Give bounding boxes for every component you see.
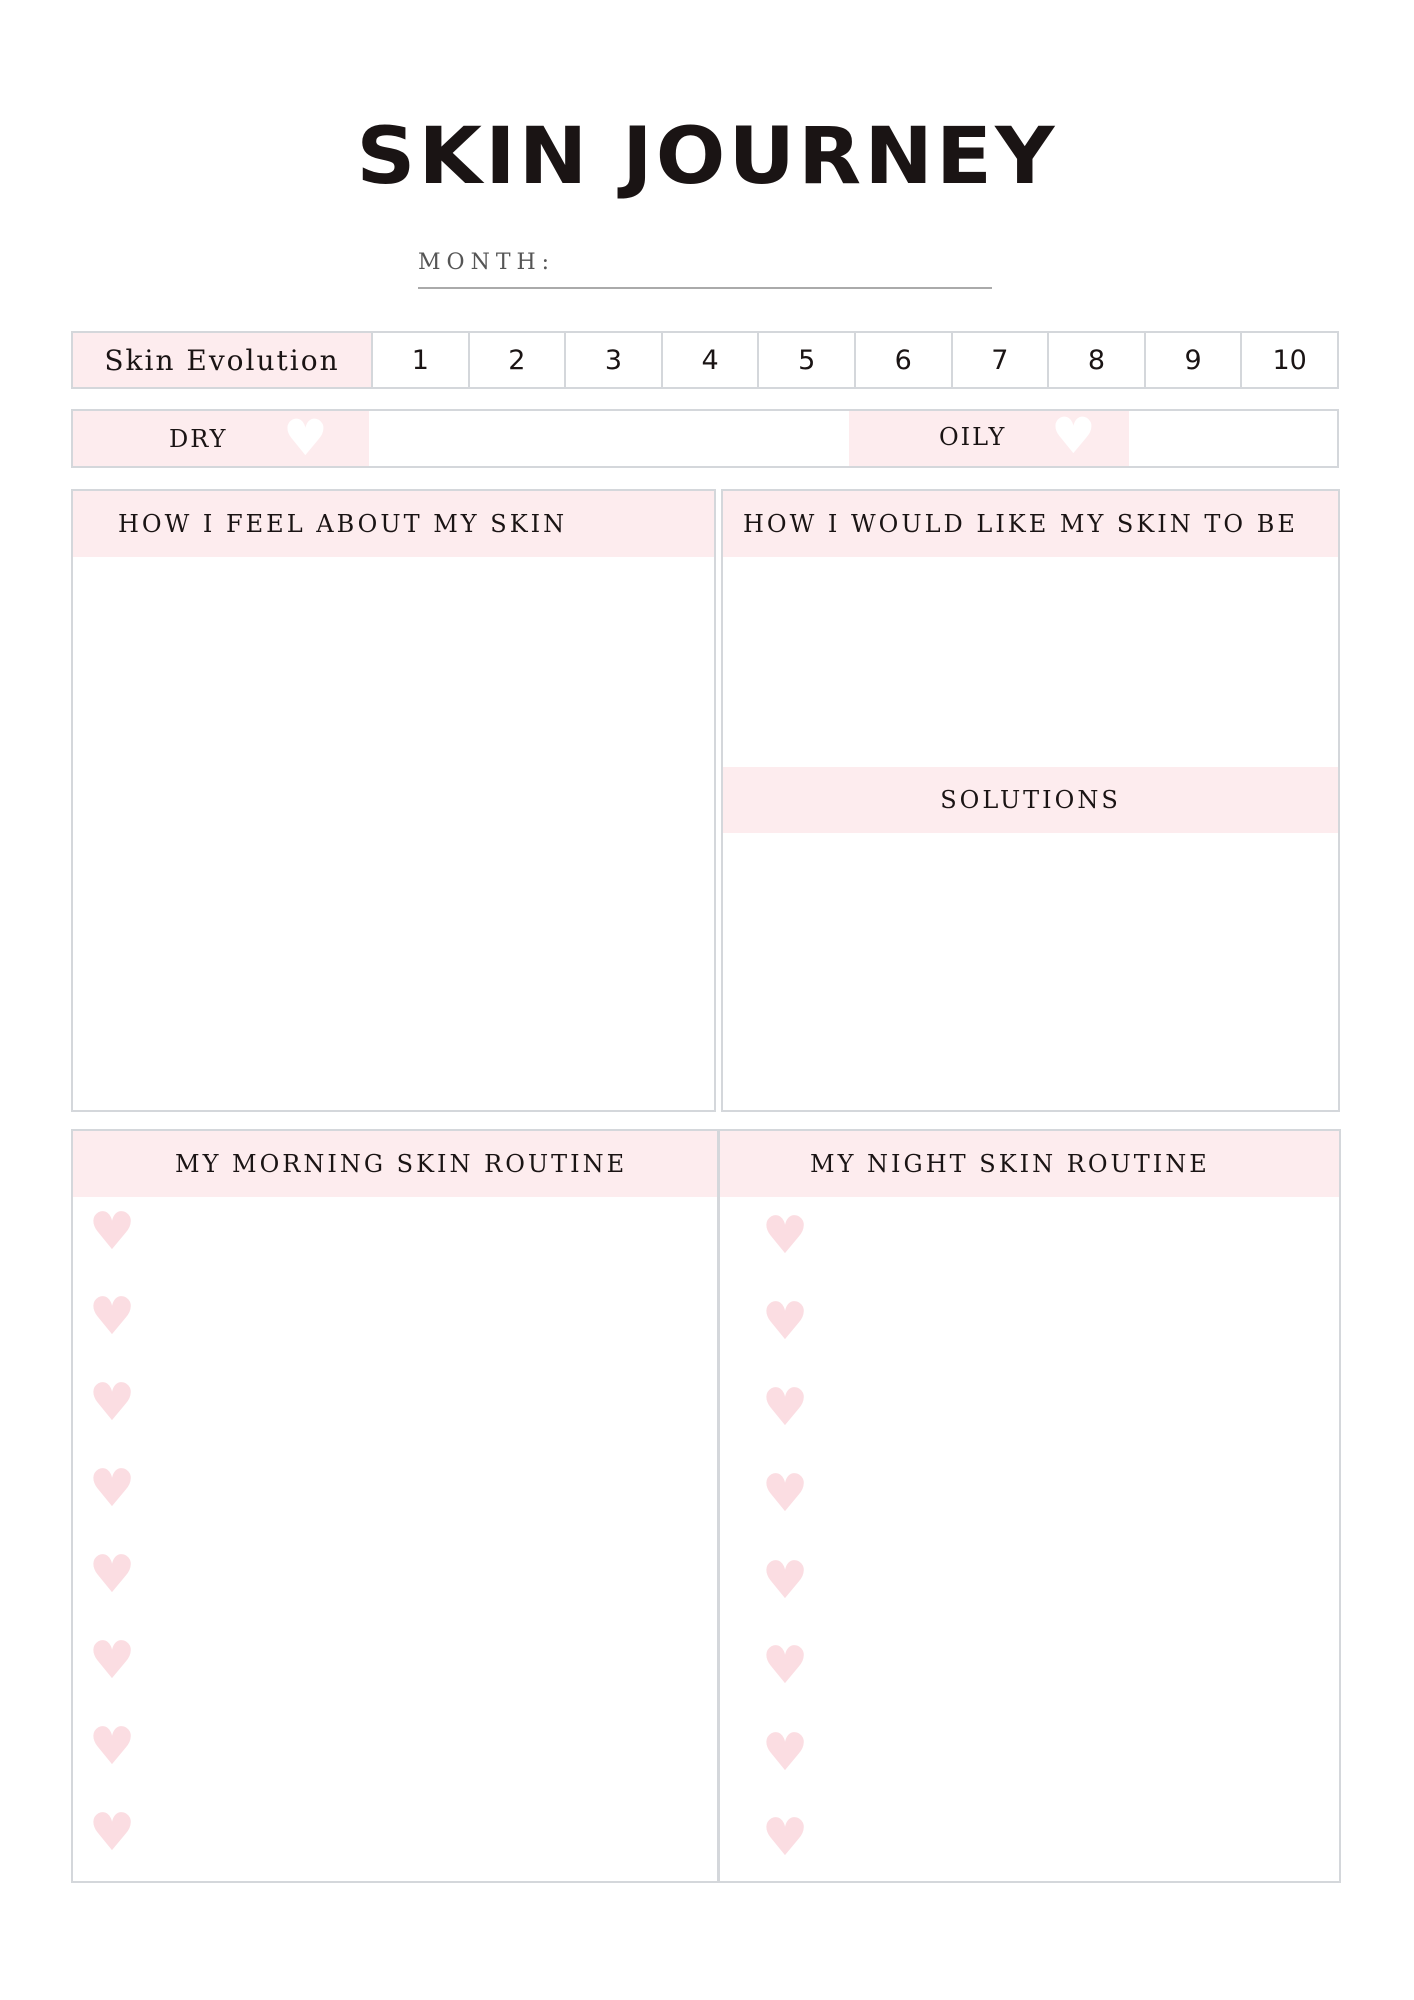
heart-icon: ♥ bbox=[761, 1808, 809, 1868]
scale-cell-9[interactable]: 9 bbox=[1144, 333, 1241, 387]
like-header: HOW I WOULD LIKE MY SKIN TO BE bbox=[723, 491, 1338, 557]
heart-icon: ♥ bbox=[761, 1551, 809, 1611]
oily-label: OILY bbox=[939, 422, 1007, 451]
feel-header: HOW I FEEL ABOUT MY SKIN bbox=[73, 491, 714, 557]
heart-icon: ♥ bbox=[88, 1717, 136, 1777]
heart-icon: ♥ bbox=[88, 1202, 136, 1262]
dry-cell[interactable] bbox=[73, 411, 369, 466]
heart-icon: ♥ bbox=[761, 1723, 809, 1783]
heart-icon: ♥ bbox=[88, 1631, 136, 1691]
heart-icon: ♥ bbox=[88, 1287, 136, 1347]
oily-cell[interactable] bbox=[849, 407, 1129, 466]
scale-cell-6[interactable]: 6 bbox=[854, 333, 951, 387]
heart-icon: ♥ bbox=[88, 1545, 136, 1605]
scale-cell-5[interactable]: 5 bbox=[757, 333, 854, 387]
heart-icon: ♥ bbox=[761, 1292, 809, 1352]
night-header: MY NIGHT SKIN ROUTINE bbox=[720, 1131, 1339, 1197]
scale-cell-10[interactable]: 10 bbox=[1240, 333, 1337, 387]
skin-evolution-row bbox=[71, 331, 1339, 389]
like-box[interactable] bbox=[721, 489, 1340, 1112]
night-routine-box[interactable] bbox=[718, 1129, 1341, 1883]
heart-icon: ♥ bbox=[283, 409, 330, 467]
heart-icon: ♥ bbox=[88, 1459, 136, 1519]
month-label: MONTH: bbox=[418, 250, 556, 275]
heart-icon: ♥ bbox=[88, 1373, 136, 1433]
feel-box[interactable] bbox=[71, 489, 716, 1112]
month-input-line[interactable] bbox=[418, 287, 992, 289]
scale-cell-8[interactable]: 8 bbox=[1047, 333, 1144, 387]
scale-cell-3[interactable]: 3 bbox=[564, 333, 661, 387]
heart-icon: ♥ bbox=[88, 1803, 136, 1863]
heart-icon: ♥ bbox=[1051, 407, 1098, 465]
dry-label: DRY bbox=[169, 424, 228, 453]
skin-evolution-label: Skin Evolution bbox=[73, 333, 371, 387]
solutions-header: SOLUTIONS bbox=[723, 767, 1338, 833]
scale-cell-7[interactable]: 7 bbox=[951, 333, 1048, 387]
scale-cell-4[interactable]: 4 bbox=[661, 333, 758, 387]
heart-icon: ♥ bbox=[761, 1464, 809, 1524]
heart-icon: ♥ bbox=[761, 1636, 809, 1696]
scale-cell-2[interactable]: 2 bbox=[468, 333, 565, 387]
heart-icon: ♥ bbox=[761, 1378, 809, 1438]
morning-header: MY MORNING SKIN ROUTINE bbox=[73, 1131, 717, 1197]
page-title: SKIN JOURNEY bbox=[356, 112, 1058, 202]
skin-type-row bbox=[71, 409, 1339, 468]
heart-icon: ♥ bbox=[761, 1206, 809, 1266]
scale-cell-1[interactable]: 1 bbox=[371, 333, 468, 387]
morning-routine-box[interactable] bbox=[71, 1129, 719, 1883]
